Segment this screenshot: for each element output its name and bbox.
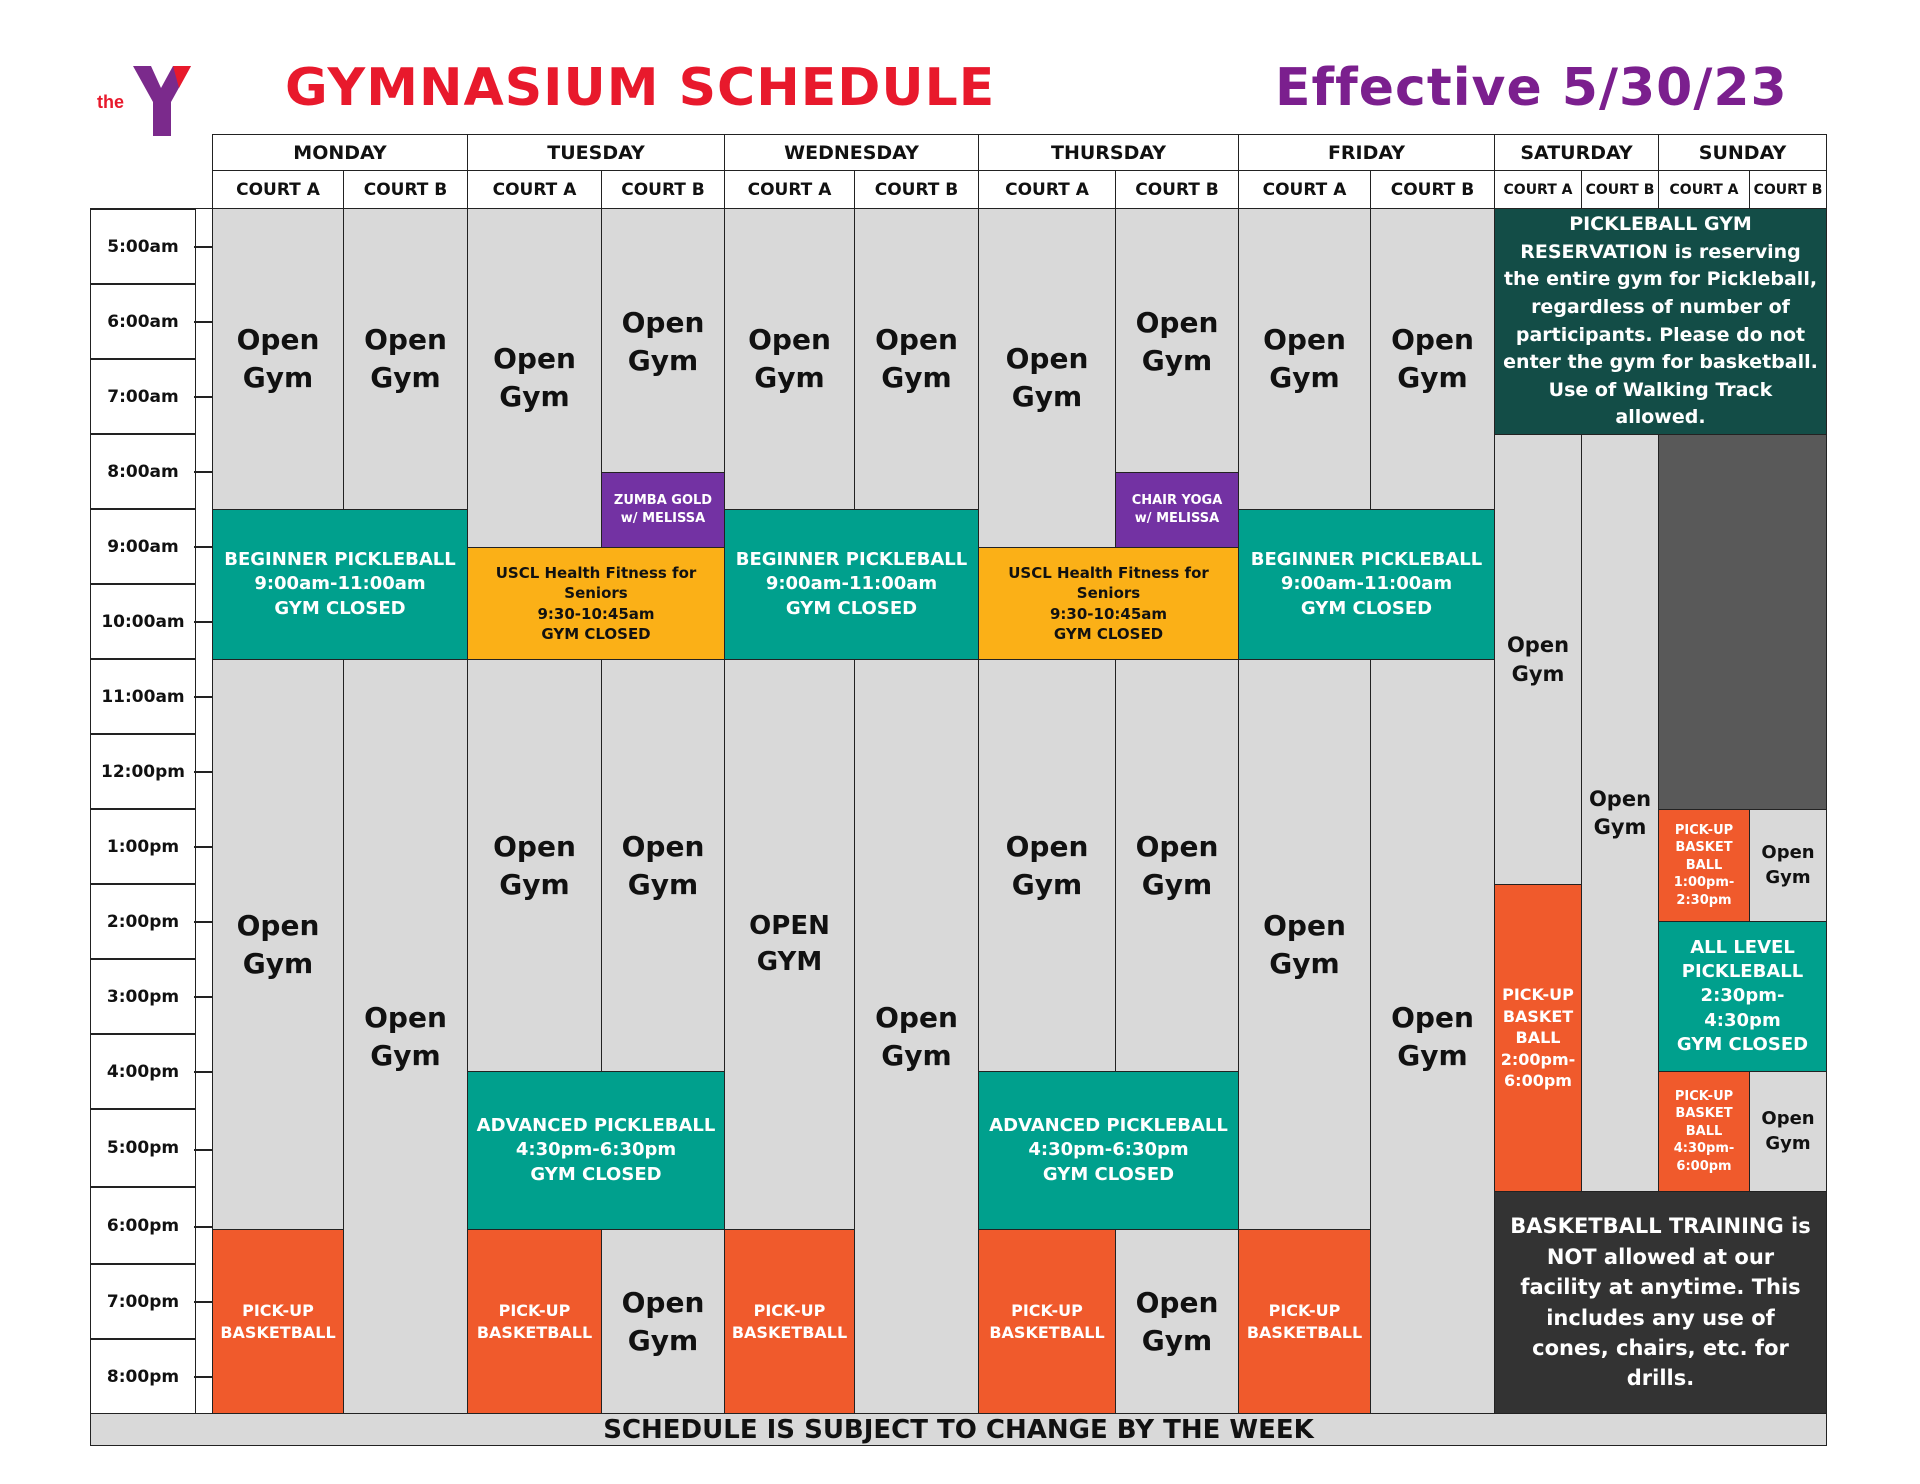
- court-header: COURT B: [1581, 170, 1659, 209]
- time-label: 9:00am: [90, 509, 195, 584]
- time-label: 5:00pm: [90, 1109, 195, 1187]
- time-tick: [194, 246, 213, 248]
- tue-court-b-open-gym-afternoon: Open Gym: [601, 659, 725, 1072]
- wed-court-b-open-gym-morning: Open Gym: [854, 208, 979, 510]
- pickleball-reservation-note: PICKLEBALL GYM RESERVATION is reserving the entire gym for Pickleball, regardless of number of participants. Please do not enter the gym for basketball. Use of Walking Track allowed.: [1494, 208, 1827, 435]
- sun-pickup-basketball-2: PICK-UP BASKET BALL 4:30pm- 6:00pm: [1658, 1071, 1750, 1192]
- day-header-sunday: SUNDAY: [1658, 134, 1827, 171]
- wed-pickup-basketball: PICK-UP BASKETBALL: [724, 1229, 855, 1414]
- mon-court-b-open-gym-afternoon: Open Gym: [343, 659, 468, 1414]
- time-tick: [194, 1149, 213, 1151]
- basketball-training-note: BASKETBALL TRAINING is NOT allowed at our facility at anytime. This includes any use of cones, chairs, etc. for drills.: [1494, 1191, 1827, 1414]
- mon-court-a-open-gym-morning: Open Gym: [212, 208, 344, 510]
- fri-court-a-open-gym-afternoon: Open Gym: [1238, 659, 1371, 1230]
- time-tick: [194, 921, 213, 923]
- sun-closed-block: [1658, 434, 1827, 810]
- time-tick: [194, 1301, 213, 1303]
- thu-pickup-basketball: PICK-UP BASKETBALL: [978, 1229, 1116, 1414]
- day-header-thursday: THURSDAY: [978, 134, 1239, 171]
- sat-court-a-open-gym: Open Gym: [1494, 434, 1582, 885]
- time-tick: [194, 546, 213, 548]
- thu-court-b-open-gym-evening: Open Gym: [1115, 1229, 1239, 1414]
- tue-court-b-open-gym-evening: Open Gym: [601, 1229, 725, 1414]
- court-header: COURT A: [1658, 170, 1750, 209]
- day-header-tuesday: TUESDAY: [467, 134, 725, 171]
- sun-court-b-open-gym-1: Open Gym: [1749, 809, 1827, 922]
- fri-beginner-pickleball: BEGINNER PICKLEBALL 9:00am-11:00am GYM CLOSED: [1238, 509, 1495, 660]
- court-header: COURT A: [978, 170, 1116, 209]
- thu-advanced-pickleball: ADVANCED PICKLEBALL 4:30pm-6:30pm GYM CLOSED: [978, 1071, 1239, 1230]
- time-label: 6:00am: [90, 284, 195, 359]
- time-label: 8:00am: [90, 434, 195, 509]
- time-label: 8:00pm: [90, 1339, 195, 1414]
- time-label: 10:00am: [90, 584, 195, 659]
- day-header-wednesday: WEDNESDAY: [724, 134, 979, 171]
- wed-court-b-open-gym-afternoon: Open Gym: [854, 659, 979, 1414]
- time-tick: [194, 771, 213, 773]
- court-header: COURT B: [601, 170, 725, 209]
- fri-court-a-open-gym-morning: Open Gym: [1238, 208, 1371, 510]
- time-tick: [194, 621, 213, 623]
- ymca-logo: [95, 62, 195, 140]
- time-tick: [194, 696, 213, 698]
- thu-court-b-open-gym-afternoon: Open Gym: [1115, 659, 1239, 1072]
- footer-notice: SCHEDULE IS SUBJECT TO CHANGE BY THE WEEK: [90, 1413, 1827, 1446]
- sat-pickup-basketball: PICK-UP BASKET BALL 2:00pm- 6:00pm: [1494, 884, 1582, 1192]
- time-label: 4:00pm: [90, 1034, 195, 1109]
- time-label: 5:00am: [90, 209, 195, 284]
- tue-court-b-open-gym-morning: Open Gym: [601, 208, 725, 473]
- fri-court-b-open-gym-morning: Open Gym: [1370, 208, 1495, 510]
- page-title: GYMNASIUM SCHEDULE: [285, 58, 996, 118]
- wed-beginner-pickleball: BEGINNER PICKLEBALL 9:00am-11:00am GYM CLOSED: [724, 509, 979, 660]
- thu-court-a-open-gym-morning: Open Gym: [978, 208, 1116, 548]
- time-tick: [194, 321, 213, 323]
- mon-beginner-pickleball: BEGINNER PICKLEBALL 9:00am-11:00am GYM CLOSED: [212, 509, 468, 660]
- mon-court-a-open-gym-afternoon: Open Gym: [212, 659, 344, 1230]
- court-header: COURT A: [1238, 170, 1371, 209]
- court-header: COURT A: [467, 170, 602, 209]
- mon-court-b-open-gym-morning: Open Gym: [343, 208, 468, 510]
- day-header-saturday: SATURDAY: [1494, 134, 1659, 171]
- court-header: COURT A: [724, 170, 855, 209]
- court-header: COURT B: [854, 170, 979, 209]
- time-label: 11:00am: [90, 659, 195, 734]
- court-header: COURT B: [1749, 170, 1827, 209]
- time-label: 6:00pm: [90, 1187, 195, 1264]
- court-header: COURT B: [1115, 170, 1239, 209]
- tue-court-a-open-gym-morning: Open Gym: [467, 208, 602, 548]
- tue-pickup-basketball: PICK-UP BASKETBALL: [467, 1229, 602, 1414]
- fri-pickup-basketball: PICK-UP BASKETBALL: [1238, 1229, 1371, 1414]
- effective-date: Effective 5/30/23: [1275, 58, 1788, 118]
- time-label: 3:00pm: [90, 959, 195, 1034]
- court-header: COURT A: [212, 170, 344, 209]
- time-tick: [194, 1071, 213, 1073]
- fri-court-b-open-gym-afternoon: Open Gym: [1370, 659, 1495, 1414]
- court-header: COURT B: [1370, 170, 1495, 209]
- time-label: 12:00pm: [90, 734, 195, 809]
- sun-all-level-pickleball: ALL LEVEL PICKLEBALL 2:30pm- 4:30pm GYM CLOSED: [1658, 921, 1827, 1072]
- tue-court-a-open-gym-afternoon: Open Gym: [467, 659, 602, 1072]
- sat-court-b-open-gym: Open Gym: [1581, 434, 1659, 1192]
- thu-court-b-open-gym-morning: Open Gym: [1115, 208, 1239, 473]
- wed-court-a-open-gym-afternoon: OPEN GYM: [724, 659, 855, 1230]
- time-tick: [194, 1376, 213, 1378]
- time-tick: [194, 396, 213, 398]
- time-label: 7:00am: [90, 359, 195, 434]
- time-label: 1:00pm: [90, 809, 195, 884]
- time-tick: [194, 846, 213, 848]
- thu-uscl-seniors: USCL Health Fitness for Seniors 9:30-10:45am GYM CLOSED: [978, 547, 1239, 660]
- svg-text:the: the: [97, 92, 124, 112]
- day-header-friday: FRIDAY: [1238, 134, 1495, 171]
- court-header: COURT A: [1494, 170, 1582, 209]
- time-label: 2:00pm: [90, 884, 195, 959]
- court-header: COURT B: [343, 170, 468, 209]
- tue-advanced-pickleball: ADVANCED PICKLEBALL 4:30pm-6:30pm GYM CLOSED: [467, 1071, 725, 1230]
- sun-court-b-open-gym-2: Open Gym: [1749, 1071, 1827, 1192]
- tue-uscl-seniors: USCL Health Fitness for Seniors 9:30-10:45am GYM CLOSED: [467, 547, 725, 660]
- tue-zumba-gold: ZUMBA GOLD w/ MELISSA: [601, 472, 725, 548]
- time-tick: [194, 471, 213, 473]
- wed-court-a-open-gym-morning: Open Gym: [724, 208, 855, 510]
- sun-pickup-basketball-1: PICK-UP BASKET BALL 1:00pm- 2:30pm: [1658, 809, 1750, 922]
- time-tick: [194, 1226, 213, 1228]
- time-label: 7:00pm: [90, 1264, 195, 1339]
- thu-chair-yoga: CHAIR YOGA w/ MELISSA: [1115, 472, 1239, 548]
- time-tick: [194, 996, 213, 998]
- day-header-monday: MONDAY: [212, 134, 468, 171]
- thu-court-a-open-gym-afternoon: Open Gym: [978, 659, 1116, 1072]
- mon-pickup-basketball: PICK-UP BASKETBALL: [212, 1229, 344, 1414]
